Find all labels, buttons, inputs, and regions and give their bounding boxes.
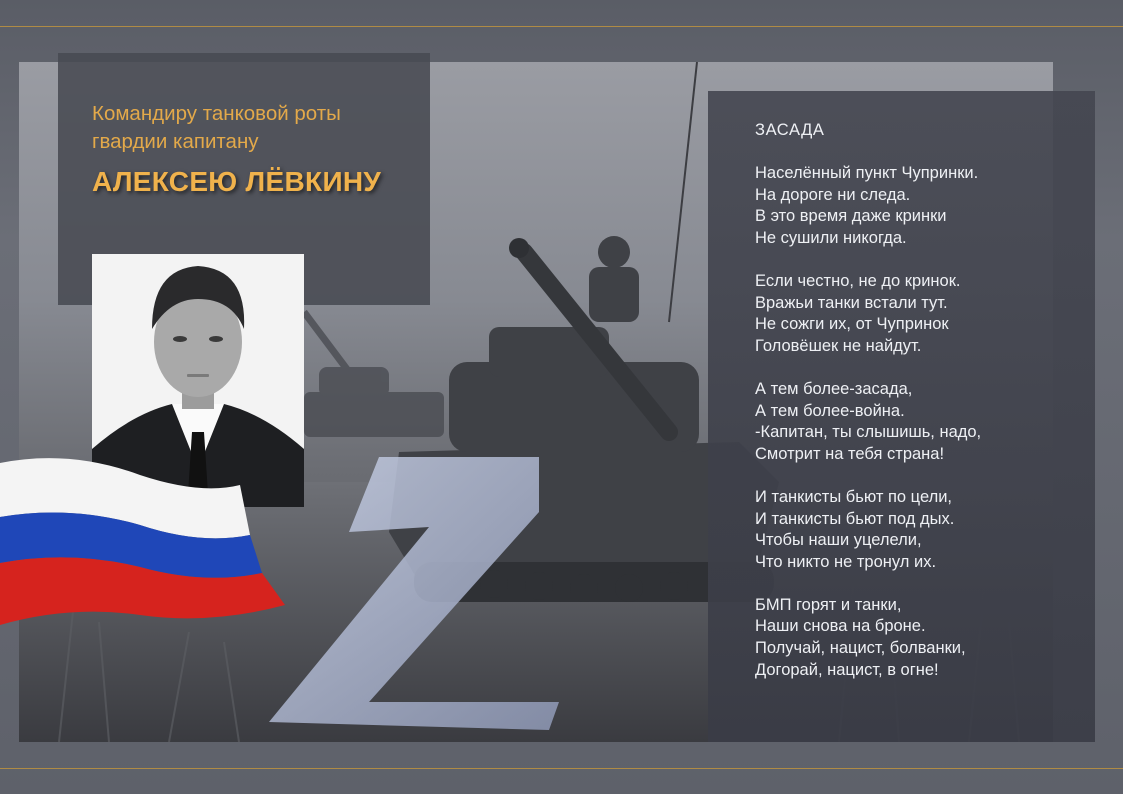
poem-stanza-4: И танкисты бьют по цели, И танкисты бьют под дых. Чтобы наши уцелели, Что никто не тронул их. [755, 487, 955, 571]
poem-stanza-3: А тем более-засада, А тем более-война. -Капитан, ты слышишь, надо, Смотрит на тебя страна! [755, 379, 982, 463]
bottom-divider-line [0, 768, 1123, 769]
russian-flag-icon [0, 455, 290, 640]
hero-name: АЛЕКСЕЮ ЛЁВКИНУ [92, 166, 382, 197]
dedication-subtitle: Командиру танковой роты гвардии капитану [92, 102, 341, 153]
poem-stanza-2: Если честно, не до кринок. Вражьи танки встали тут. Не сожги их, от Чупринок Головёшек не найдут. [755, 271, 961, 355]
poem-stanza-1: Населённый пункт Чупринки. На дороге ни следа. В это время даже кринки Не сушили никогда. [755, 164, 979, 247]
top-divider-line [0, 26, 1123, 27]
poem-title: ЗАСАДА [755, 121, 825, 139]
poem-body [755, 163, 1075, 703]
poem-stanza-5: БМП горят и танки, Наши снова на броне. Получай, нацист, болванки, Догорай, нацист, в огне! [755, 595, 966, 679]
